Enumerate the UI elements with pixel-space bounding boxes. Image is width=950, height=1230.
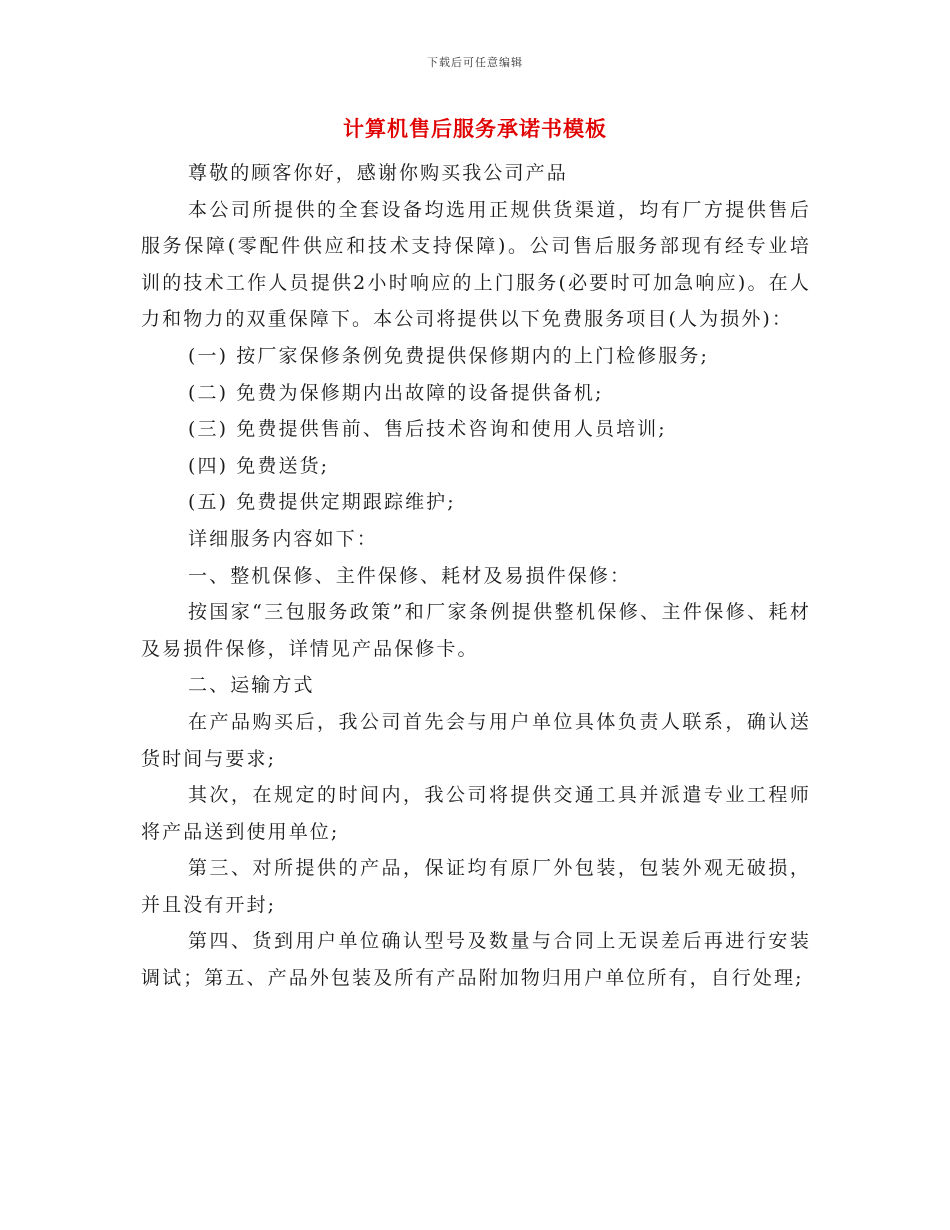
shipping-paragraph-2: 其次，在规定的时间内，我公司将提供交通工具并派遣专业工程师将产品送到使用单位; xyxy=(141,784,811,843)
intro-paragraph: 本公司所提供的全套设备均选用正规供货渠道，均有厂方提供售后服务保障(零配件供应和技术支持保障)。公司售后服务部现有经专业培训的技术工作人员提供2小时响应的上门服务(必要时可加急响应)。在人力和物力的双重保障下。本公司将提供以下免费服务项目(人为损外)： xyxy=(141,198,811,331)
details-heading: 详细服务内容如下： xyxy=(188,527,378,550)
greeting-paragraph: 尊敬的顾客你好，感谢你购买我公司产品 xyxy=(188,162,568,184)
header-note: 下载后可任意编辑 xyxy=(427,56,523,69)
service-item-3: (三) 免费提供售前、售后技术咨询和使用人员培训; xyxy=(188,418,667,441)
service-item-5: (五) 免费提供定期跟踪维护; xyxy=(188,491,456,514)
shipping-paragraph-1: 在产品购买后，我公司首先会与用户单位具体负责人联系，确认送货时间与要求; xyxy=(141,710,811,770)
service-item-1: (一) 按厂家保修条例免费提供保修期内的上门检修服务; xyxy=(188,344,709,367)
section-1-paragraph: 按国家“三包服务政策”和厂家条例提供整机保修、主件保修、耗材及易损件保修，详情见产品保修卡。 xyxy=(141,601,811,660)
shipping-paragraph-3: 第三、对所提供的产品，保证均有原厂外包装，包装外观无破损，并且没有开封; xyxy=(141,857,811,916)
document-title: 计算机售后服务承诺书模板 xyxy=(343,116,607,141)
section-2-heading: 二、运输方式 xyxy=(188,674,315,697)
section-1-heading: 一、整机保修、主件保修、耗材及易损件保修： xyxy=(188,564,632,587)
document-body xyxy=(141,155,811,997)
service-item-2: (二) 免费为保修期内出故障的设备提供备机; xyxy=(188,381,604,404)
service-item-4: (四) 免费送货; xyxy=(188,454,330,477)
shipping-paragraph-4: 第四、货到用户单位确认型号及数量与合同上无误差后再进行安装调试；第五、产品外包装及所有产品附加物归用户单位所有，自行处理; xyxy=(141,930,811,990)
